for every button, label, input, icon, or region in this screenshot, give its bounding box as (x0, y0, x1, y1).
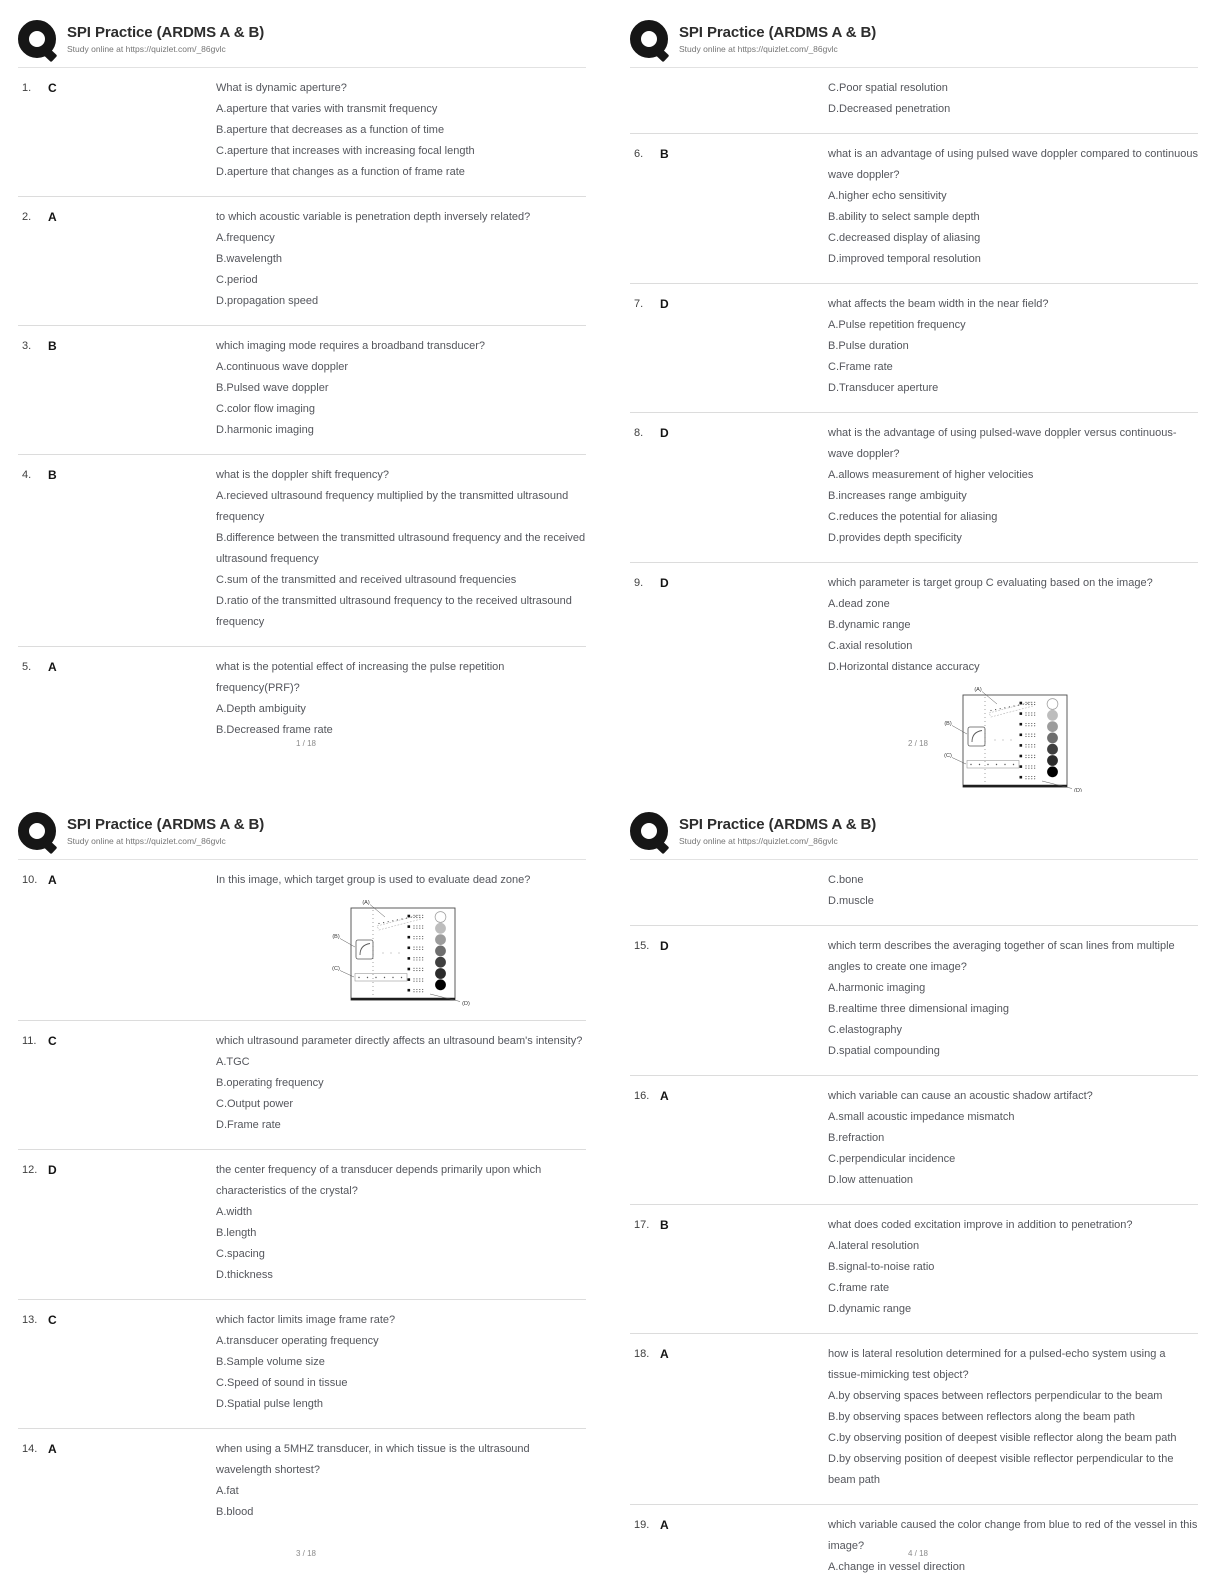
question-text: what affects the beam width in the near field? (828, 298, 1049, 310)
answer-option: D.muscle (828, 895, 874, 907)
page-1 (0, 0, 612, 792)
question-text: In this image, which target group is used to evaluate dead zone? (216, 874, 531, 886)
page-footer: 3 / 18 (295, 1549, 316, 1558)
question-row (18, 860, 586, 1021)
question-number: 4. (22, 469, 32, 481)
answer-option: B.operating frequency (216, 1077, 324, 1089)
answer-letter (660, 870, 828, 912)
answer-option: A.recieved ultrasound frequency multiplied by the transmitted ultrasound frequency (216, 490, 569, 523)
question-row (630, 1505, 1198, 1584)
question-body (828, 78, 1198, 120)
page-title: SPI Practice (ARDMS A & B) (679, 816, 877, 833)
question-number: 1. (22, 82, 32, 94)
answer-option: B.increases range ambiguity (828, 490, 967, 502)
answer-letter: B (660, 147, 669, 161)
answer-option: C.Speed of sound in tissue (216, 1377, 348, 1389)
question-number: 11. (22, 1035, 37, 1047)
answer-option: A.harmonic imaging (828, 982, 926, 994)
phantom-label-a: (A) (362, 900, 370, 906)
answer-option: B.difference between the transmitted ultrasound frequency and the received ultrasound frequency (216, 532, 586, 565)
phantom-test-image (216, 895, 586, 1007)
answer-letter: C (48, 1034, 57, 1048)
question-row (18, 1429, 586, 1536)
answer-option: A.transducer operating frequency (216, 1335, 379, 1347)
question-row (630, 68, 1198, 134)
answer-option: C.elastography (828, 1024, 902, 1036)
answer-option: A.fat (216, 1485, 239, 1497)
question-body (828, 294, 1198, 399)
answer-option: A.small acoustic impedance mismatch (828, 1111, 1015, 1123)
page-header (18, 812, 586, 860)
answer-option: B.blood (216, 1506, 254, 1518)
answer-option: A.dead zone (828, 598, 890, 610)
question-body (216, 78, 586, 183)
page-title: SPI Practice (ARDMS A & B) (67, 816, 265, 833)
question-row (18, 197, 586, 326)
question-row (630, 860, 1198, 926)
answer-letter: A (48, 210, 57, 224)
question-list (630, 860, 1198, 1584)
question-row (18, 68, 586, 197)
answer-option: D.low attenuation (828, 1174, 913, 1186)
quizlet-logo-icon (18, 812, 58, 852)
question-text: what is the doppler shift frequency? (216, 469, 390, 481)
question-number: 15. (634, 940, 650, 952)
question-body (828, 936, 1198, 1062)
answer-letter: A (660, 1089, 669, 1103)
question-body (216, 1160, 586, 1286)
answer-option: B.Pulse duration (828, 340, 909, 352)
question-number: 6. (634, 148, 644, 160)
question-number: 16. (634, 1090, 650, 1102)
answer-option: A.Pulse repetition frequency (828, 319, 966, 331)
answer-letter: A (48, 660, 57, 674)
answer-letter: D (660, 576, 669, 590)
answer-letter: C (48, 1313, 57, 1327)
question-number: 14. (22, 1443, 38, 1455)
question-text: which variable can cause an acoustic shadow artifact? (828, 1090, 1093, 1102)
question-number: 5. (22, 661, 32, 673)
answer-option: D.aperture that changes as a function of frame rate (216, 166, 465, 178)
answer-option: D.provides depth specificity (828, 532, 962, 544)
answer-option: B.realtime three dimensional imaging (828, 1003, 1009, 1015)
answer-option: D.Frame rate (216, 1119, 281, 1131)
answer-option: A.by observing spaces between reflectors perpendicular to the beam (828, 1390, 1163, 1402)
answer-option: A.continuous wave doppler (216, 361, 349, 373)
answer-option: C.Frame rate (828, 361, 893, 373)
answer-option: C.axial resolution (828, 640, 913, 652)
answer-option: A.change in vessel direction (828, 1561, 965, 1573)
question-text: which variable caused the color change from blue to red of the vessel in this image? (828, 1519, 1198, 1552)
page-header (18, 20, 586, 68)
page-footer: 4 / 18 (907, 1549, 928, 1558)
answer-option: D.Decreased penetration (828, 103, 951, 115)
page-3 (0, 792, 612, 1584)
answer-option: C.Output power (216, 1098, 294, 1110)
answer-option: D.thickness (216, 1269, 273, 1281)
question-number: 3. (22, 340, 32, 352)
question-row (630, 413, 1198, 563)
question-body (216, 1031, 586, 1136)
question-text: What is dynamic aperture? (216, 82, 347, 94)
page-2 (612, 0, 1224, 792)
page-footer: 1 / 18 (295, 739, 316, 748)
page-footer: 2 / 18 (907, 739, 928, 748)
phantom-label-b: (B) (332, 934, 340, 940)
question-number: 8. (634, 427, 644, 439)
answer-option: C.bone (828, 874, 864, 886)
answer-letter (660, 78, 828, 120)
answer-option: D.Transducer aperture (828, 382, 939, 394)
answer-option: D.Spatial pulse length (216, 1398, 324, 1410)
answer-option: D.spatial compounding (828, 1045, 940, 1057)
answer-option: D.improved temporal resolution (828, 253, 981, 265)
answer-letter: A (660, 1518, 669, 1532)
question-body (216, 1439, 586, 1523)
question-list (18, 860, 586, 1536)
question-body (828, 573, 1198, 792)
phantom-label-c: (C) (944, 753, 952, 759)
answer-letter: A (660, 1347, 669, 1361)
answer-option: C.sum of the transmitted and received ultrasound frequencies (216, 574, 517, 586)
answer-option: A.lateral resolution (828, 1240, 920, 1252)
answer-option: C.decreased display of aliasing (828, 232, 981, 244)
answer-option: C.perpendicular incidence (828, 1153, 956, 1165)
answer-option: C.spacing (216, 1248, 265, 1260)
answer-option: A.frequency (216, 232, 275, 244)
question-body (828, 1515, 1198, 1578)
phantom-label-d: (D) (462, 1001, 470, 1007)
question-text: what does coded excitation improve in addition to penetration? (828, 1219, 1133, 1231)
question-number (630, 870, 660, 912)
answer-option: C.period (216, 274, 258, 286)
quizlet-logo-icon (630, 20, 670, 60)
page-subtitle: Study online at https://quizlet.com/_86gvlc (67, 44, 226, 54)
answer-option: A.allows measurement of higher velocities (828, 469, 1034, 481)
question-text: which parameter is target group C evaluating based on the image? (828, 577, 1153, 589)
answer-letter: C (48, 81, 57, 95)
question-body (216, 657, 586, 741)
question-body (216, 336, 586, 441)
page-subtitle: Study online at https://quizlet.com/_86gvlc (679, 44, 838, 54)
question-text: when using a 5MHZ transducer, in which tissue is the ultrasound wavelength shortest? (216, 1443, 530, 1476)
question-body (828, 144, 1198, 270)
question-row (630, 1334, 1198, 1505)
answer-option: C.Poor spatial resolution (828, 82, 948, 94)
answer-option: B.by observing spaces between reflectors along the beam path (828, 1411, 1135, 1423)
answer-option: C.aperture that increases with increasing focal length (216, 145, 475, 157)
answer-option: A.width (216, 1206, 253, 1218)
page-4 (612, 792, 1224, 1584)
question-number: 9. (634, 577, 644, 589)
answer-option: C.by observing position of deepest visible reflector along the beam path (828, 1432, 1177, 1444)
answer-option: B.Pulsed wave doppler (216, 382, 329, 394)
question-body (216, 1310, 586, 1415)
question-text: what is the advantage of using pulsed-wave doppler versus continuous-wave doppler? (828, 427, 1177, 460)
question-body (828, 1086, 1198, 1191)
answer-option: D.harmonic imaging (216, 424, 314, 436)
answer-option: D.by observing position of deepest visible reflector perpendicular to the beam path (828, 1453, 1174, 1486)
question-row (18, 1300, 586, 1429)
answer-option: A.aperture that varies with transmit frequency (216, 103, 438, 115)
answer-letter: D (48, 1163, 57, 1177)
answer-option: B.wavelength (216, 253, 283, 265)
answer-option: B.Sample volume size (216, 1356, 325, 1368)
question-number: 17. (634, 1219, 650, 1231)
answer-letter: A (48, 873, 57, 887)
answer-option: B.signal-to-noise ratio (828, 1261, 935, 1273)
question-row (18, 1150, 586, 1300)
question-body (216, 207, 586, 312)
answer-option: B.dynamic range (828, 619, 911, 631)
question-text: how is lateral resolution determined for a pulsed-echo system using a tissue-mimicking test object? (828, 1348, 1166, 1381)
answer-option: C.frame rate (828, 1282, 890, 1294)
phantom-label-a: (A) (974, 687, 982, 693)
question-list (630, 68, 1198, 792)
question-number: 18. (634, 1348, 650, 1360)
answer-option: D.propagation speed (216, 295, 319, 307)
question-number (630, 78, 660, 120)
question-text: to which acoustic variable is penetration depth inversely related? (216, 211, 531, 223)
answer-option: A.higher echo sensitivity (828, 190, 947, 202)
answer-option: B.ability to select sample depth (828, 211, 980, 223)
question-text: which term describes the averaging together of scan lines from multiple angles to create one image? (828, 940, 1175, 973)
quizlet-logo-icon (630, 812, 670, 852)
answer-option: C.reduces the potential for aliasing (828, 511, 998, 523)
question-row (18, 326, 586, 455)
question-number: 19. (634, 1519, 650, 1531)
question-body (828, 423, 1198, 549)
question-row (630, 1205, 1198, 1334)
answer-letter: A (48, 1442, 57, 1456)
question-text: which factor limits image frame rate? (216, 1314, 396, 1326)
question-row (630, 134, 1198, 284)
question-body (216, 465, 586, 633)
answer-letter: D (660, 426, 669, 440)
phantom-test-image (828, 682, 1198, 792)
question-row (18, 647, 586, 754)
page-title: SPI Practice (ARDMS A & B) (679, 24, 877, 41)
page-header (630, 20, 1198, 68)
answer-letter: D (660, 939, 669, 953)
answer-option: D.dynamic range (828, 1303, 912, 1315)
phantom-label-b: (B) (944, 721, 952, 727)
answer-letter: B (48, 468, 57, 482)
question-body (828, 870, 1198, 912)
phantom-label-c: (C) (332, 966, 340, 972)
question-number: 13. (22, 1314, 38, 1326)
question-text: what is the potential effect of increasing the pulse repetition frequency(PRF)? (216, 661, 505, 694)
page-subtitle: Study online at https://quizlet.com/_86gvlc (679, 836, 838, 846)
answer-option: C.color flow imaging (216, 403, 316, 415)
quizlet-logo-icon (18, 20, 58, 60)
question-body (828, 1344, 1198, 1491)
page-title: SPI Practice (ARDMS A & B) (67, 24, 265, 41)
answer-option: B.refraction (828, 1132, 885, 1144)
question-row (630, 1076, 1198, 1205)
question-number: 2. (22, 211, 32, 223)
page-subtitle: Study online at https://quizlet.com/_86gvlc (67, 836, 226, 846)
answer-option: D.ratio of the transmitted ultrasound frequency to the received ultrasound frequency (216, 595, 572, 628)
phantom-label-d: (D) (1074, 788, 1082, 792)
question-text: which imaging mode requires a broadband transducer? (216, 340, 486, 352)
question-row (630, 563, 1198, 792)
answer-option: B.length (216, 1227, 257, 1239)
question-row (18, 1021, 586, 1150)
question-text: which ultrasound parameter directly affects an ultrasound beam's intensity? (216, 1035, 583, 1047)
question-row (630, 284, 1198, 413)
question-number: 10. (22, 874, 38, 886)
question-row (18, 455, 586, 647)
answer-option: D.Horizontal distance accuracy (828, 661, 980, 673)
question-text: the center frequency of a transducer depends primarily upon which characteristics of the crystal? (216, 1164, 542, 1197)
answer-letter: D (660, 297, 669, 311)
answer-letter: B (660, 1218, 669, 1232)
question-text: what is an advantage of using pulsed wave doppler compared to continuous wave doppler? (828, 148, 1198, 181)
question-body (828, 1215, 1198, 1320)
page-header (630, 812, 1198, 860)
answer-option: B.Decreased frame rate (216, 724, 333, 736)
question-row (630, 926, 1198, 1076)
answer-option: B.aperture that decreases as a function of time (216, 124, 445, 136)
question-number: 7. (634, 298, 644, 310)
question-number: 12. (22, 1164, 38, 1176)
question-body (216, 870, 586, 1007)
answer-letter: B (48, 339, 57, 353)
question-list (18, 68, 586, 754)
answer-option: A.Depth ambiguity (216, 703, 306, 715)
answer-option: A.TGC (216, 1056, 250, 1068)
